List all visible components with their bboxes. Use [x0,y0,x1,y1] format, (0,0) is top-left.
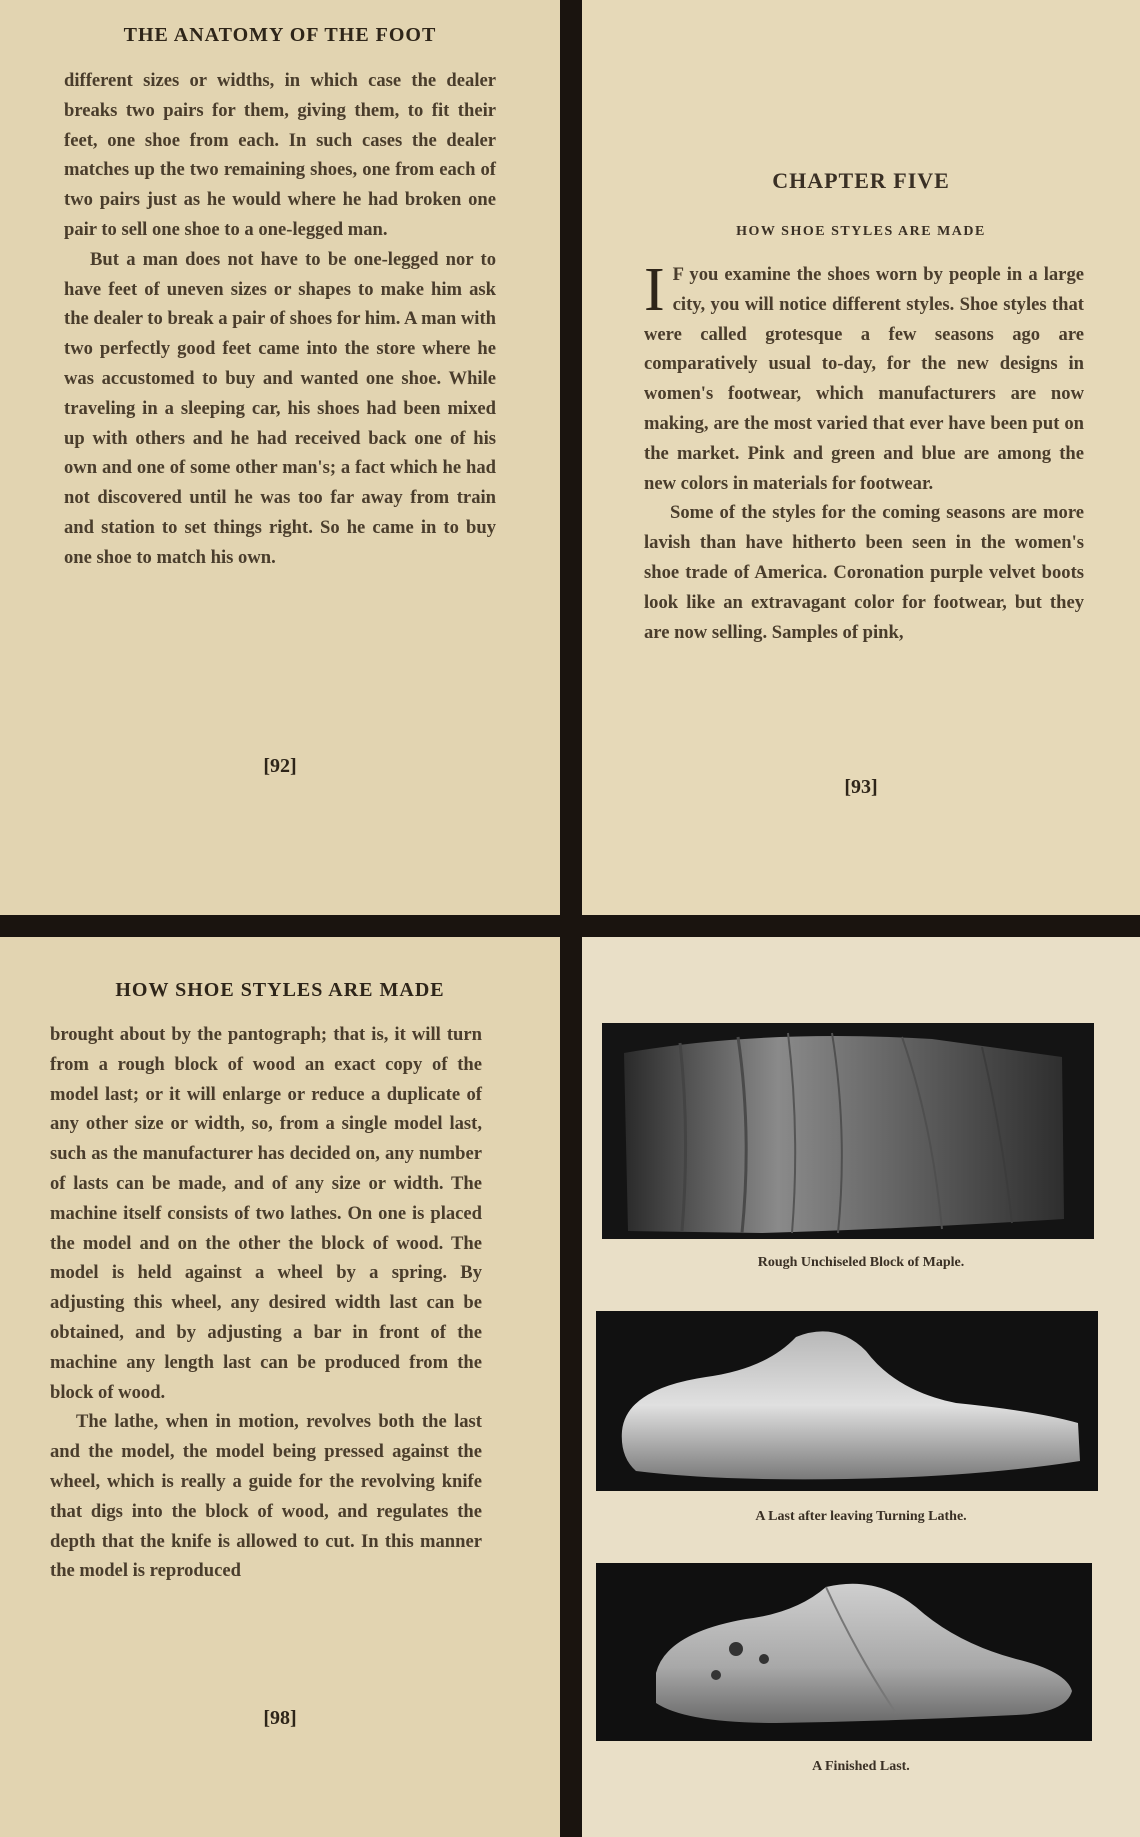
paragraph: The lathe, when in motion, revolves both the last and the model, the model being pressed against the wheel, which is really a guide for the revolving knife that digs into the block of wood, and regulates the depth that the knife is allowed to cut. In this manner the model is reproduced [50,1411,482,1582]
paragraph: But a man does not have to be one-legged nor to have feet of uneven sizes or shapes to make him ask the dealer to break a pair of shoes for him. A man with two perfectly good feet came into the store where he was accustomed to buy and wanted one shoe. While traveling in a sleeping car, his shoes had been mixed up with others and he had received back one of his own and one of some other man's; a fact which he had not discovered until he was too far away from train and station to set things right. So he came in to buy one shoe to match his own. [64,248,496,568]
page-number: [93] [844,776,878,798]
finished-last-image [596,1563,1092,1741]
paragraph: Some of the styles for the coming seasons are more lavish than have hitherto been seen in the women's shoe trade of America. Coronation purple velvet boots look like an extravagant color for footwear, but they are now selling. Samples of pink, [644,502,1084,643]
turned-last-image [596,1311,1098,1491]
paragraph [644,256,1084,498]
plate-page [582,937,1140,1837]
rough-block-photo [602,1023,1094,1239]
drop-cap: I [644,256,665,324]
rough-block-image [602,1023,1094,1239]
page-92-body [64,66,496,573]
paragraph: brought about by the pantograph; that is, it will turn from a rough block of wood an exact copy of the model last; or it will enlarge or reduce a duplicate of any other size or width, so, from a single model last, such as the manufacturer has decided on, any number of lasts can be made, and of any size or width. The machine itself consists of two lathes. On one is placed the model and on the other the block of wood. The model is held against a wheel by a spring. By adjusting this wheel, any desired width last can be obtained, and by adjusting a bar in front of the machine any length last can be produced from the block of wood. [50,1024,482,1403]
page-93-body [644,256,1084,647]
page-98-body [50,1020,482,1586]
page-98 [0,937,560,1837]
page-92 [0,0,560,915]
turned-last-photo [596,1311,1098,1491]
paragraph: different sizes or widths, in which case the dealer breaks two pairs for them, giving them, to fit their feet, one shoe from each. In such cases the dealer matches up the two remaining shoes, one from each of two pairs just as he would where he had broken one pair to sell one shoe to a one-legged man. [64,70,496,240]
chapter-subtitle: HOW SHOE STYLES ARE MADE [736,224,986,239]
page-number: [92] [263,755,297,777]
plate-caption: A Finished Last. [812,1759,910,1774]
page-number: [98] [263,1707,297,1729]
plate-caption: A Last after leaving Turning Lathe. [755,1509,967,1524]
running-head: HOW SHOE STYLES ARE MADE [115,979,445,1001]
finished-last-photo [596,1563,1092,1741]
chapter-title: CHAPTER FIVE [772,168,950,193]
page-93 [582,0,1140,915]
running-head: THE ANATOMY OF THE FOOT [123,24,437,46]
paragraph-text: F you examine the shoes worn by people in a large city, you will notice different styles. Shoe styles that were called grotesque a few seasons ago are comparatively usual to-day, for the new designs in women's footwear, which manufacturers are now making, are the most varied that ever have been put on the market. Pink and green and blue are among the new colors in materials for footwear. [644,264,1084,494]
plate-caption: Rough Unchiseled Block of Maple. [757,1255,965,1270]
